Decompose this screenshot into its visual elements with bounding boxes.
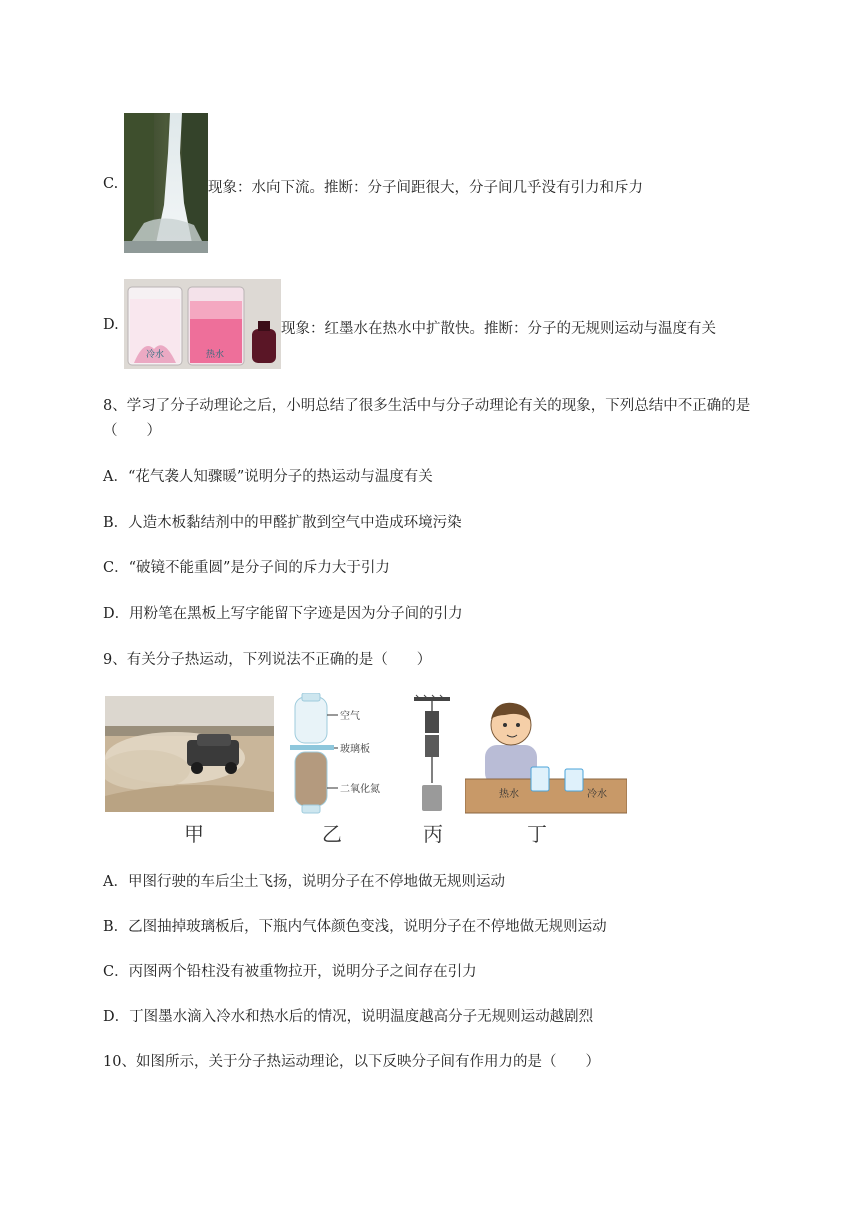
q8-paren: （ ） (103, 423, 161, 439)
option-d-letter: D. (103, 317, 119, 333)
waterfall-image (124, 113, 208, 253)
q10-stem: 10、如图所示，关于分子热运动理论，以下反映分子间有作用力的是（ ） (103, 1054, 600, 1070)
hot-water-label: 热水 (206, 350, 225, 360)
figure-bing-lead-cylinders (410, 693, 454, 817)
caption-bing: 丙 (423, 822, 443, 846)
option-d-text: 现象：红墨水在热水中扩散快。推断：分子的无规则运动与温度有关 (281, 321, 716, 337)
cold-water-label: 冷水 (146, 350, 165, 360)
caption-ding: 丁 (527, 822, 547, 846)
q9-option-a: A．甲图行驶的车后尘土飞扬，说明分子在不停地做无规则运动 (103, 874, 505, 890)
label-hot-water: 热水 (499, 789, 519, 800)
q8-option-c: C．“破镜不能重圆”是分子间的斥力大于引力 (103, 560, 390, 576)
q9-option-d: D．丁图墨水滴入冷水和热水后的情况，说明温度越高分子无规则运动越剧烈 (103, 1009, 594, 1025)
label-air: 空气 (340, 711, 360, 722)
option-c-letter: C. (103, 176, 119, 192)
q8-option-b: B．人造木板黏结剂中的甲醛扩散到空气中造成环境污染 (103, 515, 462, 531)
q9-stem: 9、有关分子热运动，下列说法不正确的是（ ） (103, 652, 432, 668)
label-cold-water: 冷水 (587, 789, 607, 800)
figure-yi-gas-diffusion (290, 693, 400, 817)
figure-jia-car-dust (105, 696, 274, 812)
caption-yi: 乙 (322, 822, 342, 846)
label-glass-plate: 玻璃板 (340, 744, 370, 755)
figure-ding-ink-water (465, 693, 627, 815)
label-no2: 二氧化氮 (340, 784, 380, 795)
boy-icon (485, 703, 537, 785)
q8-option-d: D．用粉笔在黑板上写字能留下字迹是因为分子间的引力 (103, 606, 463, 622)
q9-option-b: B．乙图抽掉玻璃板后，下瓶内气体颜色变浅，说明分子在不停地做无规则运动 (103, 919, 607, 935)
caption-jia: 甲 (184, 822, 204, 846)
ink-diffusion-image (124, 279, 281, 369)
q8-stem: 8、学习了分子动理论之后，小明总结了很多生活中与分子动理论有关的现象，下列总结中不正确的是 (103, 398, 751, 414)
q9-option-c: C．丙图两个铅柱没有被重物拉开，说明分子之间存在引力 (103, 964, 477, 980)
q8-option-a: A．“花气袭人知骤暖”说明分子的热运动与温度有关 (103, 469, 433, 485)
option-c-text: 现象：水向下流。推断：分子间距很大，分子间几乎没有引力和斥力 (208, 180, 643, 196)
